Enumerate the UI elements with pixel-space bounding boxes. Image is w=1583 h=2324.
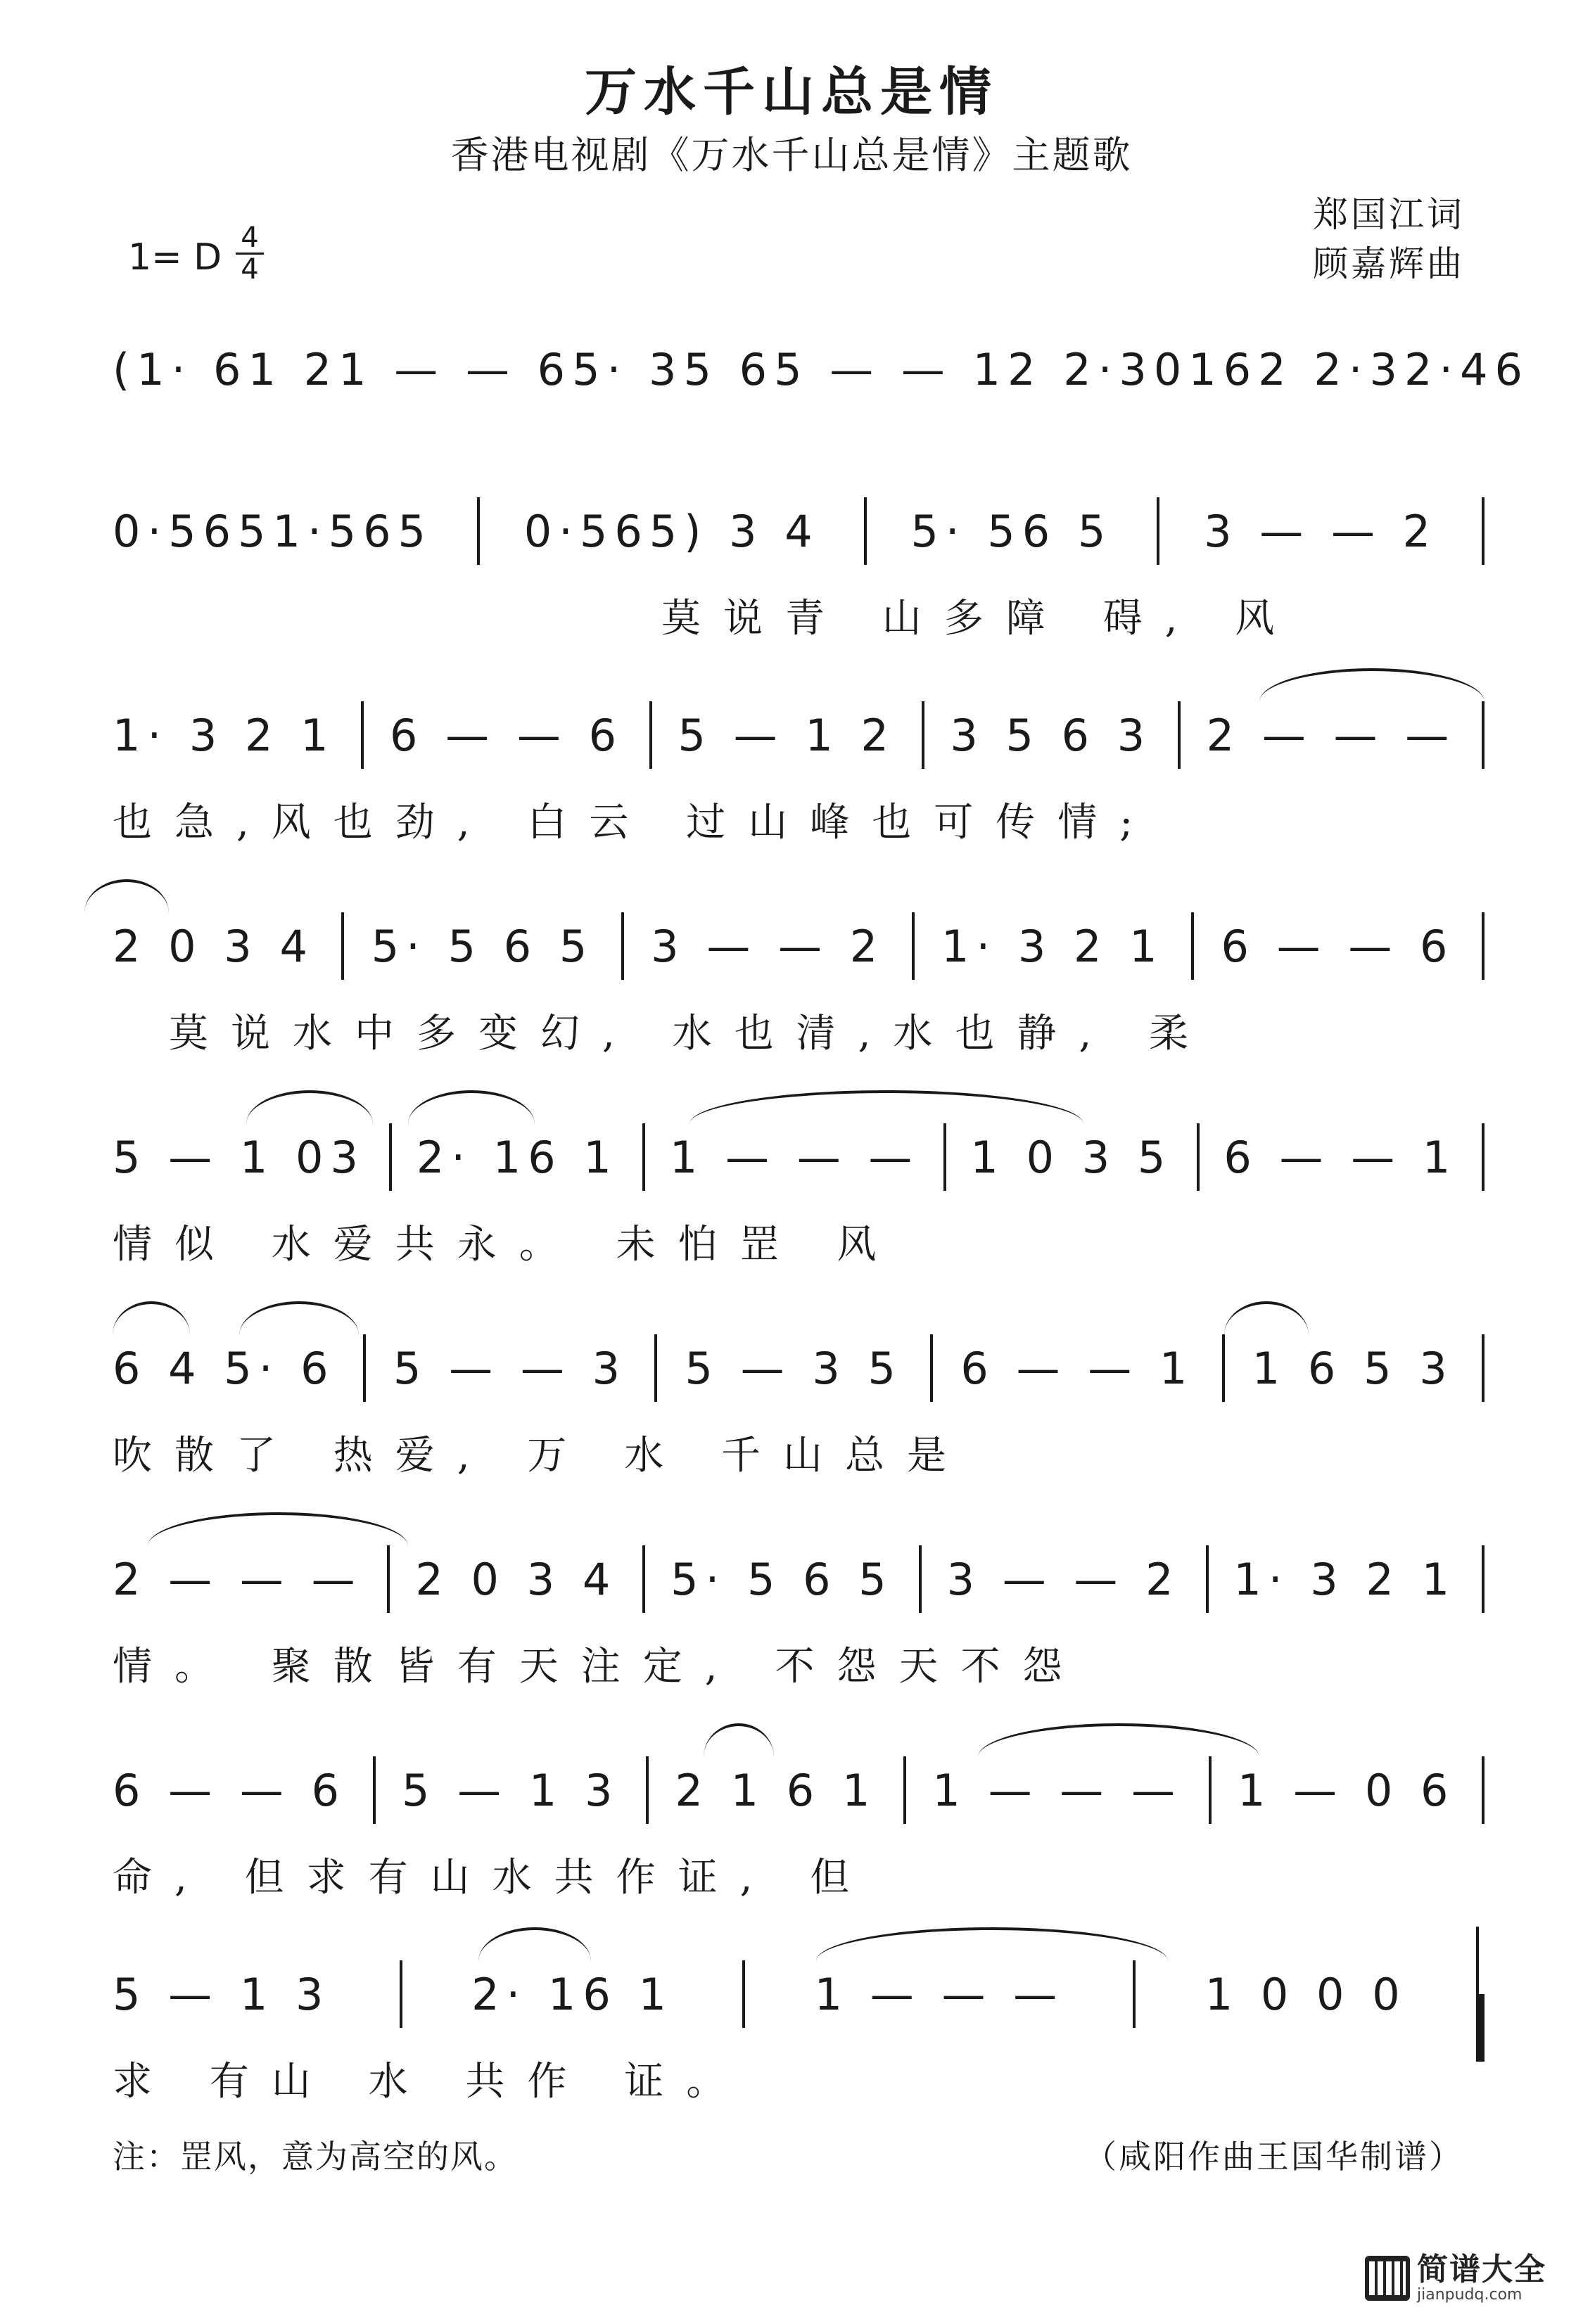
- barline: [477, 497, 480, 565]
- key-signature: 1= D: [128, 236, 222, 279]
- measure: 1 — 0 6: [1238, 1764, 1456, 1816]
- measure: 5· 5 6 5: [371, 920, 595, 972]
- barline: [387, 1545, 390, 1613]
- lyrics-line: 也急,风也劲, 白云 过山峰也可传情;: [113, 800, 1156, 845]
- barline: [1482, 912, 1485, 980]
- barline: [1482, 701, 1485, 769]
- barline: [1191, 912, 1194, 980]
- measure: 6 — — 1: [960, 1342, 1195, 1394]
- measure: 6 — — 1: [1223, 1131, 1458, 1183]
- barline: [1157, 497, 1159, 565]
- logo-text: [1417, 2253, 1546, 2304]
- lyrics-line: 情。 聚散皆有天注定, 不怨天不怨: [113, 1644, 1085, 1690]
- measure: 2 0 3 4: [415, 1553, 618, 1605]
- measure: 5 — — 1: [774, 343, 1008, 395]
- lyrics-line: 吹散了 热爱, 万 水 千山总是: [113, 1433, 969, 1479]
- measure: 2 — — —: [113, 1553, 362, 1605]
- measure: 5· 5 6 5: [670, 1553, 894, 1605]
- barline: [363, 1334, 366, 1402]
- barline: [1482, 1545, 1485, 1613]
- barline: [922, 701, 924, 769]
- measure: 6 — — 6: [113, 1764, 347, 1816]
- measure: 1 — — —: [814, 1968, 1064, 2020]
- logo-brand: 简谱大全: [1417, 2251, 1546, 2287]
- score-row-2: [113, 492, 1485, 668]
- lyrics-line: 莫说青 山多障 碍, 风: [661, 596, 1297, 641]
- measure: 1 0 3 5: [970, 1131, 1173, 1183]
- notes: [113, 696, 1485, 774]
- barline: [864, 497, 867, 565]
- measure: 1 — — —: [669, 1131, 920, 1183]
- lyrics-line: 莫说水中多变幻, 水也清,水也静, 柔: [169, 1011, 1212, 1056]
- score-row-6: [113, 1329, 1485, 1505]
- barline: [930, 1334, 933, 1402]
- measure: 2 — — —: [1206, 709, 1456, 761]
- measure: 5 — 1 3: [113, 1968, 331, 2020]
- barline: [943, 1123, 946, 1191]
- piano-keys-icon: [1365, 2256, 1410, 2301]
- measure: 6 4 5· 6: [113, 1342, 336, 1394]
- measure: 5· 56 5: [910, 505, 1113, 557]
- notes: [113, 1329, 1485, 1407]
- lyrics-line: 命, 但求有山水共作证, 但: [113, 1855, 872, 1901]
- barline: [373, 1756, 376, 1824]
- measure: 1· 3 2 1: [1233, 1553, 1457, 1605]
- measure: 1 6 5 3: [1252, 1342, 1454, 1394]
- measure: 5 — 1 03: [113, 1131, 365, 1183]
- measure: (1· 61 2: [113, 343, 339, 395]
- notes: [113, 1118, 1485, 1196]
- measure: 3 — — 2: [651, 920, 885, 972]
- time-top: 4: [241, 222, 259, 254]
- credits: [1313, 190, 1465, 288]
- measure: 5 — 3 5: [685, 1342, 903, 1394]
- barline: [389, 1123, 392, 1191]
- time-signature: [236, 222, 264, 286]
- song-title: 万水千山总是情: [585, 62, 998, 122]
- measure: 6 — — 6: [390, 709, 624, 761]
- final-barline: [1476, 1927, 1485, 2062]
- measure: 5· 35 6: [572, 343, 775, 395]
- notes: [113, 331, 1530, 408]
- barline: [1482, 1756, 1485, 1824]
- measure: 2 0 3 4: [113, 920, 314, 972]
- song-subtitle: 香港电视剧《万水千山总是情》主题歌: [450, 133, 1133, 177]
- notes: [113, 492, 1485, 570]
- score-row-3: [113, 696, 1485, 872]
- measure: 5 — — 3: [393, 1342, 628, 1394]
- measure: 0·565) 3 4: [523, 505, 820, 557]
- barline: [1482, 1123, 1485, 1191]
- barline: [642, 1545, 645, 1613]
- score-row-7: [113, 1540, 1485, 1716]
- notes: [113, 1955, 1485, 2033]
- barline: [912, 912, 915, 980]
- barline: [1178, 701, 1181, 769]
- measure: 2· 16 1: [416, 1131, 618, 1183]
- measure: 2· 16 1: [471, 1968, 673, 2020]
- score-row-8: [113, 1751, 1485, 1927]
- measure: 1 0 0 0: [1204, 1968, 1407, 2020]
- barline: [341, 912, 344, 980]
- barline: [1206, 1545, 1209, 1613]
- notes: [113, 1540, 1485, 1618]
- measure: 1 — — —: [932, 1764, 1182, 1816]
- barline: [1482, 497, 1485, 565]
- barline: [919, 1545, 922, 1613]
- measure: 5 — 1 2: [678, 709, 896, 761]
- notes: [113, 1751, 1485, 1829]
- measure: 3 — — 2: [946, 1553, 1181, 1605]
- barline: [646, 1756, 649, 1824]
- footnote: 注：罡风，意为高空的风。: [113, 2138, 518, 2176]
- barline: [400, 1960, 402, 2028]
- measure: 6 — — 6: [1221, 920, 1455, 972]
- score-row-1: [113, 331, 1530, 506]
- measure: 5 — 1 3: [402, 1764, 620, 1816]
- measure: 1 — — 6: [338, 343, 573, 395]
- site-logo: [1365, 2247, 1562, 2310]
- barline: [742, 1960, 745, 2028]
- barline: [361, 701, 364, 769]
- notes: [113, 907, 1485, 985]
- measure: 1· 3 2 1: [113, 709, 336, 761]
- barline: [1482, 1334, 1485, 1402]
- barline: [1222, 1334, 1225, 1402]
- barline: [1197, 1123, 1200, 1191]
- transcriber-credit: （咸阳作曲王国华制谱）: [1084, 2138, 1463, 2176]
- barline: [649, 701, 652, 769]
- score-row-5: [113, 1118, 1485, 1294]
- time-bottom: 4: [241, 253, 259, 286]
- barline: [903, 1756, 906, 1824]
- logo-site: jianpudq.com: [1417, 2286, 1522, 2304]
- barline: [621, 912, 624, 980]
- score-row-4: [113, 907, 1485, 1083]
- barline: [642, 1123, 645, 1191]
- barline: [1209, 1756, 1212, 1824]
- composer: 顾嘉辉曲: [1313, 243, 1465, 284]
- measure: 2 1 6 1: [675, 1764, 877, 1816]
- lyricist: 郑国江词: [1313, 194, 1465, 235]
- barline: [1133, 1960, 1136, 2028]
- measure: 0·5651·565: [113, 505, 433, 557]
- measure: 2 2·3016: [1007, 343, 1259, 395]
- lyrics-line: 求 有山 水 共作 证。: [113, 2059, 749, 2105]
- score-row-9: [113, 1955, 1485, 2131]
- measure: 3 5 6 3: [950, 709, 1152, 761]
- lyrics-line: 情似 水爱共永。 未怕罡 风: [113, 1222, 899, 1268]
- measure: 3 — — 2: [1204, 505, 1438, 557]
- measure: 2 2·32·46: [1258, 343, 1530, 395]
- barline: [654, 1334, 657, 1402]
- measure: 1· 3 2 1: [941, 920, 1164, 972]
